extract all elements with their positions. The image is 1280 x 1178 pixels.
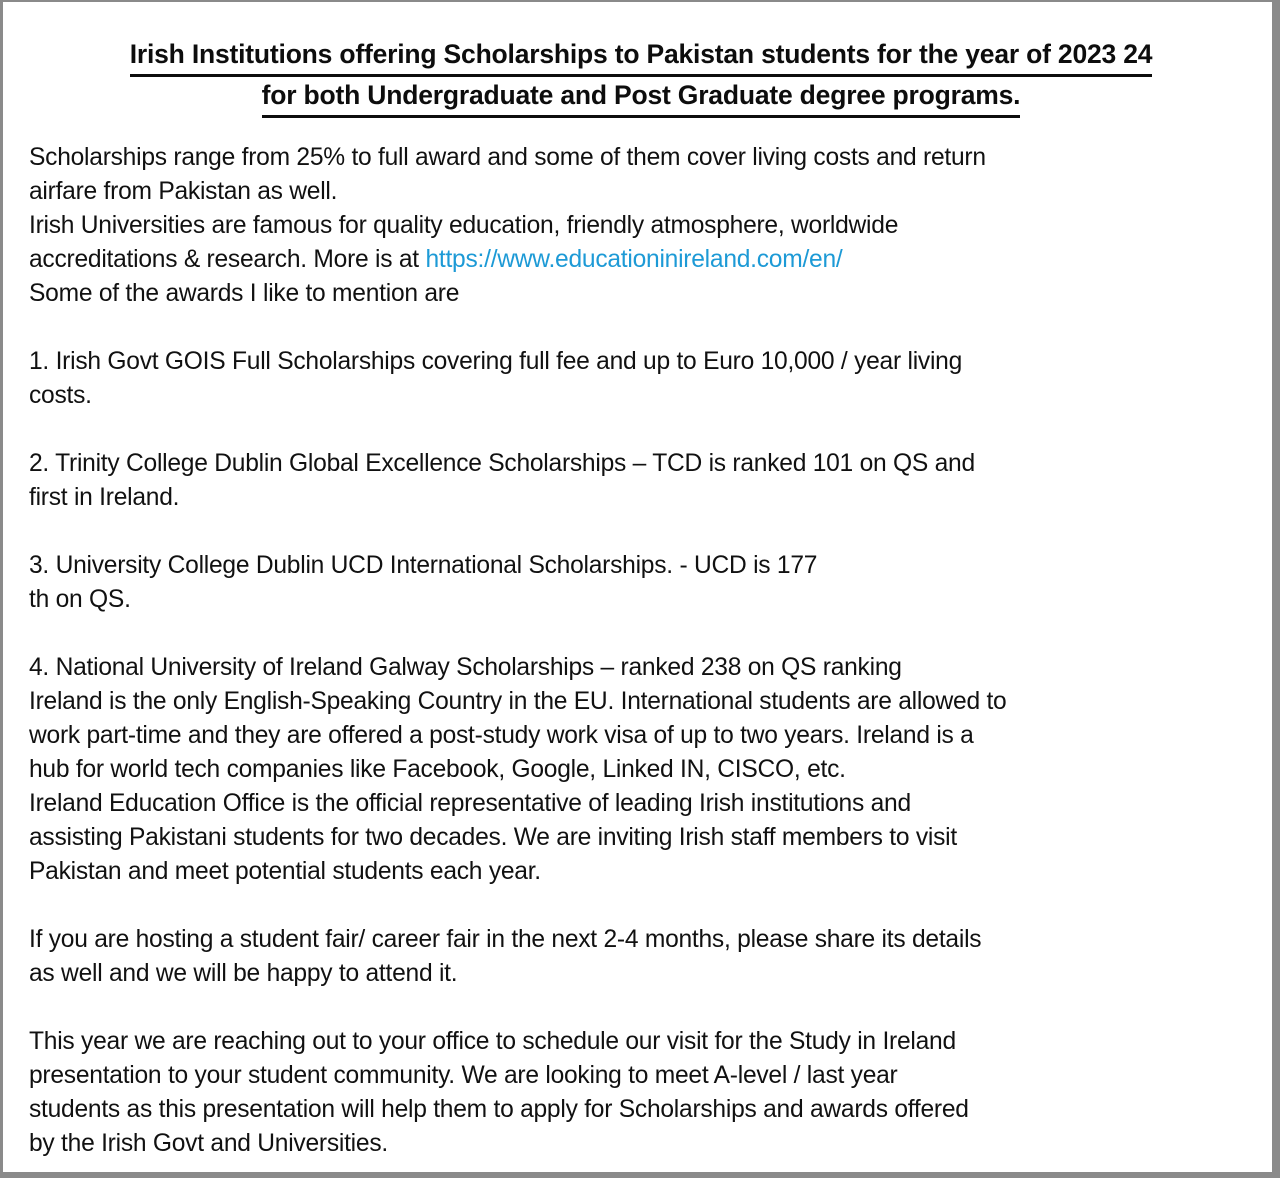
scholarship-item-1 (29, 345, 1245, 413)
education-in-ireland-link[interactable]: https://www.educationinireland.com/en/ (425, 246, 843, 273)
closing-line-1: This year we are reaching out to your office to schedule our visit for the Study in Ireland (29, 1028, 956, 1055)
item-2-line-2: first in Ireland. (29, 484, 180, 511)
document-canvas (3, 2, 1272, 1172)
item-3-line-2: th on QS. (29, 586, 131, 613)
fair-paragraph (29, 923, 1245, 991)
paragraph-spacer (29, 991, 1245, 1025)
body-line-1: Ireland is the only English-Speaking Country in the EU. International students are allowed to (29, 688, 1007, 715)
paragraph-spacer (29, 617, 1245, 651)
page-title (27, 36, 1255, 118)
item-1-line-2: costs. (29, 382, 92, 409)
body-line-2: work part-time and they are offered a post-study work visa of up to two years. Ireland is a (29, 722, 974, 749)
paragraph-spacer (29, 889, 1245, 923)
closing-line-4: by the Irish Govt and Universities. (29, 1130, 388, 1157)
intro-line-2: airfare from Pakistan as well. (29, 178, 338, 205)
paragraph-spacer (29, 413, 1245, 447)
body-line-3: hub for world tech companies like Facebook, Google, Linked IN, CISCO, etc. (29, 756, 846, 783)
item-3-line-1: 3. University College Dublin UCD International Scholarships. - UCD is 177 (29, 552, 818, 579)
page-title-line-2: for both Undergraduate and Post Graduate degree programs. (262, 77, 1021, 118)
paragraph-spacer (29, 515, 1245, 549)
closing-line-2: presentation to your student community. We are looking to meet A-level / last year (29, 1062, 898, 1089)
intro-line-4 (29, 243, 1245, 277)
intro-line-5: Some of the awards I like to mention are (29, 280, 460, 307)
paragraph-spacer (29, 311, 1245, 345)
closing-paragraph (29, 1025, 1245, 1161)
item-2-line-1: 2. Trinity College Dublin Global Excellence Scholarships – TCD is ranked 101 on QS and (29, 450, 975, 477)
scholarship-item-4 (29, 651, 1245, 889)
intro-line-3: Irish Universities are famous for quality education, friendly atmosphere, worldwide (29, 212, 899, 239)
body-line-4: Ireland Education Office is the official representative of leading Irish institutions and (29, 790, 911, 817)
fair-line-2: as well and we will be happy to attend it. (29, 960, 458, 987)
scholarship-item-2 (29, 447, 1245, 515)
intro-line-1: Scholarships range from 25% to full award and some of them cover living costs and return (29, 144, 986, 171)
fair-line-1: If you are hosting a student fair/ career fair in the next 2-4 months, please share its details (29, 926, 982, 953)
closing-line-3: students as this presentation will help them to apply for Scholarships and awards offered (29, 1096, 969, 1123)
document-body (29, 141, 1245, 1161)
body-line-6: Pakistan and meet potential students each year. (29, 858, 541, 885)
intro-paragraph (29, 141, 1245, 311)
scholarship-item-3 (29, 549, 1245, 617)
item-1-line-1: 1. Irish Govt GOIS Full Scholarships covering full fee and up to Euro 10,000 / year living (29, 348, 963, 375)
intro-line-4-text: accreditations & research. More is at (29, 246, 426, 273)
page-title-line-1: Irish Institutions offering Scholarships to Pakistan students for the year of 2023 24 (130, 36, 1153, 77)
item-4-line-1: 4. National University of Ireland Galway Scholarships – ranked 238 on QS ranking (29, 654, 902, 681)
body-line-5: assisting Pakistani students for two decades. We are inviting Irish staff members to visit (29, 824, 957, 851)
